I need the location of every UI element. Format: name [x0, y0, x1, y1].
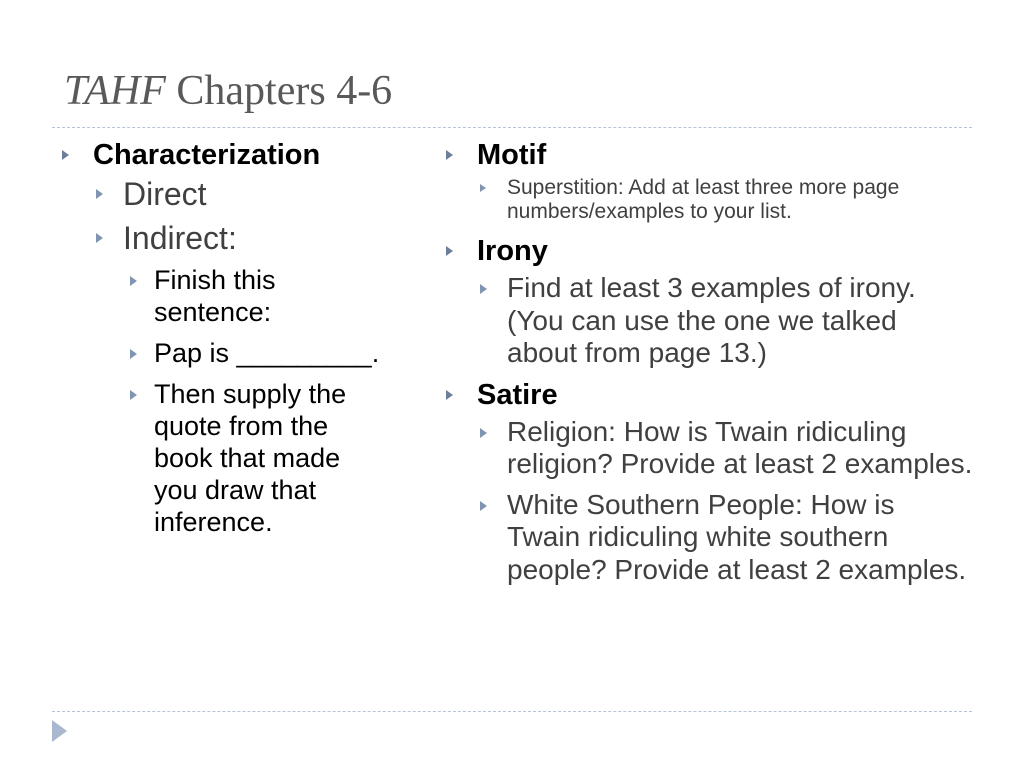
- bullet-label: Characterization: [93, 139, 321, 171]
- triangle-bullet-icon: [446, 150, 453, 160]
- triangle-bullet-icon: [130, 349, 137, 359]
- triangle-bullet-icon: [96, 189, 103, 199]
- title-divider: [52, 127, 972, 128]
- subbullet-label: Indirect:: [123, 220, 237, 256]
- triangle-bullet-icon: [130, 390, 137, 400]
- list-item: [473, 272, 974, 370]
- list-item-text: Religion: How is Twain ridiculing religion? Provide at least 2 examples.: [507, 415, 973, 479]
- list-item-text: Then supply the quote from the book that made you draw that inference.: [154, 379, 347, 537]
- subbullet-direct: [89, 176, 390, 212]
- left-column: [60, 138, 390, 547]
- triangle-bullet-icon: [130, 276, 137, 286]
- list-item-text: Pap is _________.: [154, 338, 380, 368]
- list-item-text: Superstition: Add at least three more page numbers/examples to your list.: [507, 176, 900, 223]
- list-item: [123, 378, 390, 538]
- bullet-label: Irony: [477, 235, 548, 267]
- triangle-bullet-icon: [446, 390, 453, 400]
- triangle-bullet-icon: [480, 428, 487, 438]
- bullet-irony: [444, 234, 974, 268]
- list-item-text: White Southern People: How is Twain ridiculing white southern people? Provide at least 2 examples.: [507, 488, 967, 585]
- triangle-bullet-icon: [480, 501, 487, 511]
- triangle-bullet-icon: [62, 150, 69, 160]
- bullet-satire: [444, 378, 974, 412]
- list-item: [123, 264, 390, 328]
- subbullet-label: Direct: [123, 176, 207, 212]
- triangle-bullet-icon: [96, 233, 103, 243]
- bullet-characterization: [60, 138, 390, 172]
- bullet-motif: [444, 138, 974, 172]
- list-item: [123, 337, 390, 369]
- title-rest: Chapters 4-6: [176, 68, 393, 114]
- triangle-bullet-icon: [480, 184, 486, 192]
- next-slide-icon[interactable]: [52, 720, 67, 742]
- slide-title: [64, 70, 392, 112]
- subbullet-indirect: [89, 220, 390, 538]
- bullet-label: Satire: [477, 378, 558, 411]
- title-italic: TAHF: [64, 68, 166, 114]
- list-item: [473, 416, 974, 481]
- list-item-text: Finish this sentence:: [154, 265, 276, 327]
- list-item: [473, 176, 974, 224]
- triangle-bullet-icon: [480, 284, 487, 294]
- right-column: [444, 138, 974, 594]
- footer-divider: [52, 711, 972, 712]
- list-item: [473, 489, 974, 587]
- bullet-label: Motif: [477, 139, 547, 171]
- list-item-text: Find at least 3 examples of irony. (You can use the one we talked about from page 13.): [507, 272, 916, 368]
- triangle-bullet-icon: [446, 246, 453, 256]
